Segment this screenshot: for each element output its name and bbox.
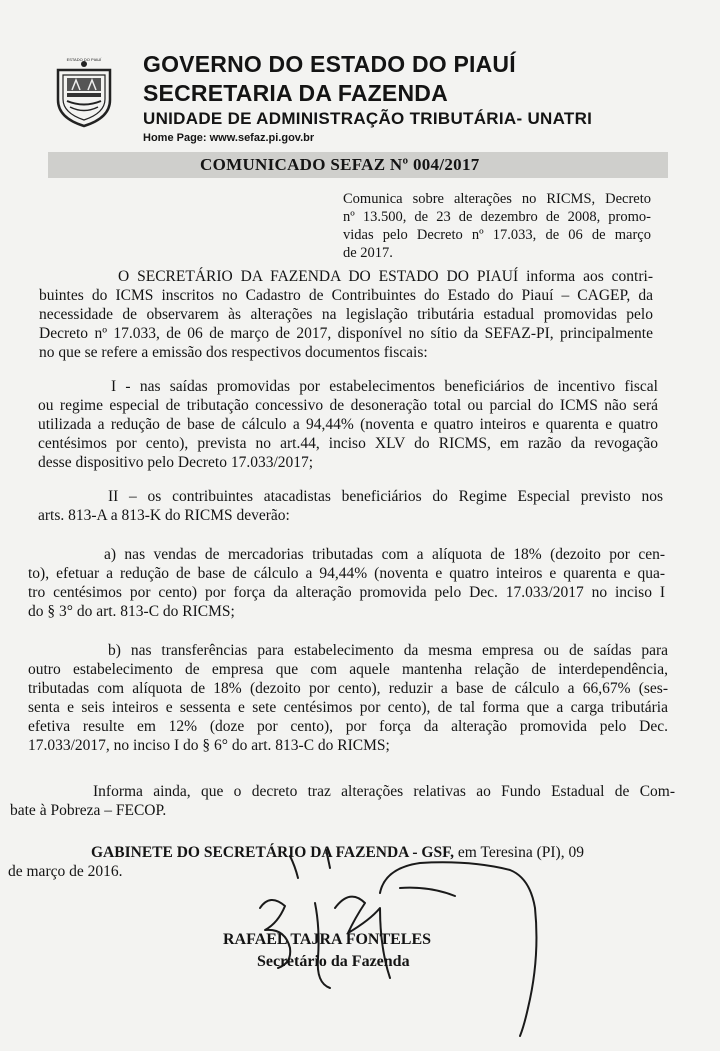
summary-line: vidas pelo Decreto nº 17.033, de 06 de março [343,227,651,243]
signer-name: RAFAEL TAJRA FONTELES [223,931,432,948]
item-1-paragraph [38,377,658,472]
header-secretariat: SECRETARIA DA FAZENDA [143,80,448,106]
paragraph-line: O SECRETÁRIO DA FAZENDA DO ESTADO DO PIAUÍ informa aos contri- [118,268,653,285]
item-2a-paragraph [28,545,665,621]
paragraph-line: a) nas vendas de mercadorias tributadas com a alíquota de 18% (dezoito por cen- [104,546,665,563]
title-banner [48,152,668,178]
header-homepage: Home Page: www.sefaz.pi.gov.br [143,132,315,144]
paragraph-line: buintes do ICMS inscritos no Cadastro de Contribuintes do Estado do Piauí – CAGEP, da [39,287,653,304]
place-date-line: de março de 2016. [8,863,123,880]
paragraph-line: 17.033/2017, no inciso I do § 6° do art. 813-C do RICMS; [28,737,390,754]
header-government: GOVERNO DO ESTADO DO PIAUÍ [143,51,516,77]
summary-block [343,190,651,262]
document-title: COMUNICADO SEFAZ Nº 004/2017 [200,155,480,174]
paragraph-line: tro centésimos por cento) por força da alteração promovida pelo Dec. 17.033/2017 no inciso I [28,584,665,601]
paragraph-line: desse dispositivo pelo Decreto 17.033/2017; [38,454,314,471]
paragraph-line: utilizada a redução de base de cálculo a 94,44% (noventa e quatro inteiros e quarenta e quatro [38,416,658,433]
paragraph-line: centésimos por cento), prevista no art.44, inciso XLV do RICMS, em razão da revogação [38,435,658,452]
paragraph-line: Decreto nº 17.033, de 06 de março de 2017, disponível no sítio da SEFAZ-PI, principalmente [39,325,653,342]
paragraph-line: do § 3° do art. 813-C do RICMS; [28,603,235,620]
paragraph-line: arts. 813-A a 813-K do RICMS deverão: [38,507,290,524]
item-2-paragraph [38,487,663,525]
paragraph-line: efetiva resulte em 12% (doze por cento), por força da alteração promovida pelo Dec. [28,718,668,735]
paragraph-line: Informa ainda, que o decreto traz alterações relativas ao Fundo Estadual de Com- [93,783,675,800]
paragraph-line: b) nas transferências para estabelecimento da mesma empresa ou de saídas para [108,642,668,659]
svg-text:ESTADO DO PIAUÍ: ESTADO DO PIAUÍ [66,57,102,62]
intro-paragraph [39,267,653,362]
state-seal-icon [52,56,116,128]
paragraph-line: to), efetuar a redução de base de cálculo a 94,44% (noventa e quatro inteiros e quarenta e qua- [28,565,665,582]
summary-line: de 2017. [343,245,393,261]
cabinet-label: GABINETE DO SECRETÁRIO DA FAZENDA - GSF, [91,844,455,861]
paragraph-line: outro estabelecimento de empresa que com aquele mantenha relação de interdependência, [28,661,668,678]
summary-line: nº 13.500, de 23 de dezembro de 2008, promo- [343,209,651,225]
signer-title: Secretário da Fazenda [257,953,410,970]
paragraph-line: I - nas saídas promovidas por estabelecimentos beneficiários de incentivo fiscal [111,378,658,395]
summary-line: Comunica sobre alterações no RICMS, Decreto [343,191,651,207]
header-unit: UNIDADE DE ADMINISTRAÇÃO TRIBUTÁRIA- UNATRI [143,109,593,128]
paragraph-line: ou regime especial de tributação concessivo de desoneração total ou parcial do ICMS não será [38,397,658,414]
closing-paragraph [10,782,675,820]
paragraph-line: senta e seis inteiros e sessenta e sete centésimos por cento), de tal forma que a carga tributária [28,699,668,716]
paragraph-line: II – os contribuintes atacadistas beneficiários do Regime Especial previsto nos [108,488,663,505]
paragraph-line: tributadas com alíquota de 18% (dezoito por cento), reduzir a base de cálculo a 66,67% (ses- [28,680,668,697]
item-2b-paragraph [28,641,668,755]
place-date-city: em Teresina (PI), 09 [454,844,584,861]
paragraph-line: necessidade de observarem às alterações na legislação tributária estadual promovidas pelo [39,306,653,323]
paragraph-line: bate à Pobreza – FECOP. [10,802,167,819]
paragraph-line: no que se refere a emissão dos respectivos documentos fiscais: [39,344,428,361]
